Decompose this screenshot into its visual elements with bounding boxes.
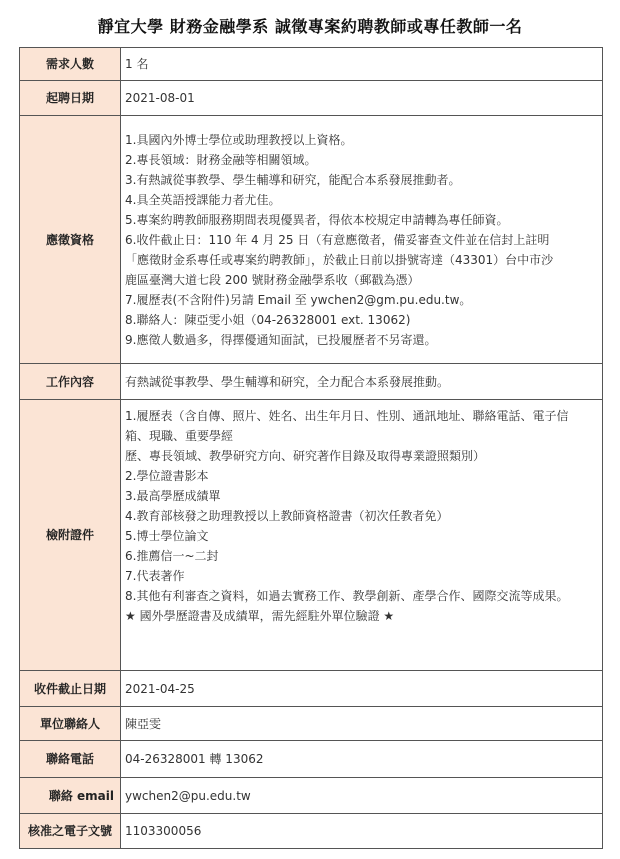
- list-item: 4.具全英語授課能力者尤佳。: [125, 192, 281, 207]
- table-row-contact: [20, 707, 603, 741]
- list-item: 6.收件截止日：110 年 4 月 25 日（有意應徵者，備妥審查文件並在信封上註明: [125, 232, 550, 247]
- deadline-label: 收件截止日期: [20, 671, 121, 707]
- table-row-start-date: [20, 81, 603, 116]
- phone-label: 聯絡電話: [20, 741, 121, 778]
- list-item: 7.代表著作: [125, 569, 185, 583]
- list-item: 「應徵財金系專任或專案約聘教師」，於截止日前以掛號寄達（43301）台中市沙: [125, 252, 554, 267]
- list-item: 2.專長領域：財務金融等相關領域。: [125, 152, 317, 167]
- table-row-documents: [20, 400, 603, 671]
- list-item: 1.具國內外博士學位或助理教授以上資格。: [125, 132, 353, 147]
- qualifications-list: [121, 116, 603, 364]
- list-item: 6.推薦信一~二封: [125, 549, 219, 563]
- doc-no-value: 1103300056: [121, 814, 603, 849]
- list-item: 歷、專長領域、教學研究方向、研究著作目錄及取得專業證照類別）: [125, 449, 486, 463]
- list-item: 7.履歷表(不含附件)另請 Email 至 ywchen2@gm.pu.edu.tw。: [125, 292, 472, 307]
- duties-value: 有熱誠從事教學、學生輔導和研究，全力配合本系發展推動。: [121, 364, 603, 400]
- list-item: 9.應徵人數過多，得擇優通知面試，已投履歷者不另寄還。: [125, 332, 437, 347]
- job-posting-table: [19, 47, 603, 849]
- table-row-phone: [20, 741, 603, 778]
- list-item: 鹿區臺灣大道七段 200 號財務金融學系收（郵戳為憑）: [125, 272, 420, 287]
- list-item: 箱、現職、重要學經: [125, 429, 234, 443]
- list-item: 8.聯絡人：陳亞雯小姐（04-26328001 ext. 13062): [125, 312, 411, 327]
- contact-value: 陳亞雯: [121, 707, 603, 741]
- table-row-headcount: [20, 48, 603, 81]
- phone-value: 04-26328001 轉 13062: [121, 741, 603, 778]
- list-item: 3.最高學歷成績單: [125, 489, 221, 503]
- page-title: 靜宜大學 財務金融學系 誠徵專案約聘教師或專任教師一名: [97, 17, 523, 36]
- list-item: 1.履歷表（含自傳、照片、姓名、出生年月日、性別、通訊地址、聯絡電話、電子信: [125, 409, 569, 423]
- qualifications-label: 應徵資格: [20, 116, 121, 364]
- doc-no-label: 核准之電子文號: [20, 814, 121, 849]
- duties-label: 工作內容: [20, 364, 121, 400]
- list-item: ★ 國外學歷證書及成績單，需先經駐外單位驗證 ★: [125, 609, 395, 623]
- headcount-label: 需求人數: [20, 48, 121, 81]
- list-item: 8.其他有利審查之資料，如過去實務工作、教學創新、產學合作、國際交流等成果。: [125, 589, 569, 603]
- email-value[interactable]: ywchen2@pu.edu.tw: [121, 778, 603, 814]
- list-item: 5.專案約聘教師服務期間表現優異者，得依本校規定申請轉為專任師資。: [125, 212, 509, 227]
- list-item: 2.學位證書影本: [125, 469, 209, 483]
- headcount-value: 1 名: [121, 48, 603, 81]
- documents-label: 檢附證件: [20, 400, 121, 671]
- list-item: 3.有熱誠從事教學、學生輔導和研究，能配合本系發展推動者。: [125, 172, 461, 187]
- deadline-value: 2021-04-25: [121, 671, 603, 707]
- table-row-email: [20, 778, 603, 814]
- table-row-duties: [20, 364, 603, 400]
- documents-list: [121, 400, 603, 671]
- start-date-label: 起聘日期: [20, 81, 121, 116]
- start-date-value: 2021-08-01: [121, 81, 603, 116]
- table-row-deadline: [20, 671, 603, 707]
- list-item: 5.博士學位論文: [125, 529, 209, 543]
- email-label: 聯絡 email: [20, 778, 121, 814]
- list-item: 4.教育部核發之助理教授以上教師資格證書（初次任教者免）: [125, 509, 449, 523]
- table-row-doc-no: [20, 814, 603, 849]
- contact-label: 單位聯絡人: [20, 707, 121, 741]
- table-row-qualifications: [20, 116, 603, 364]
